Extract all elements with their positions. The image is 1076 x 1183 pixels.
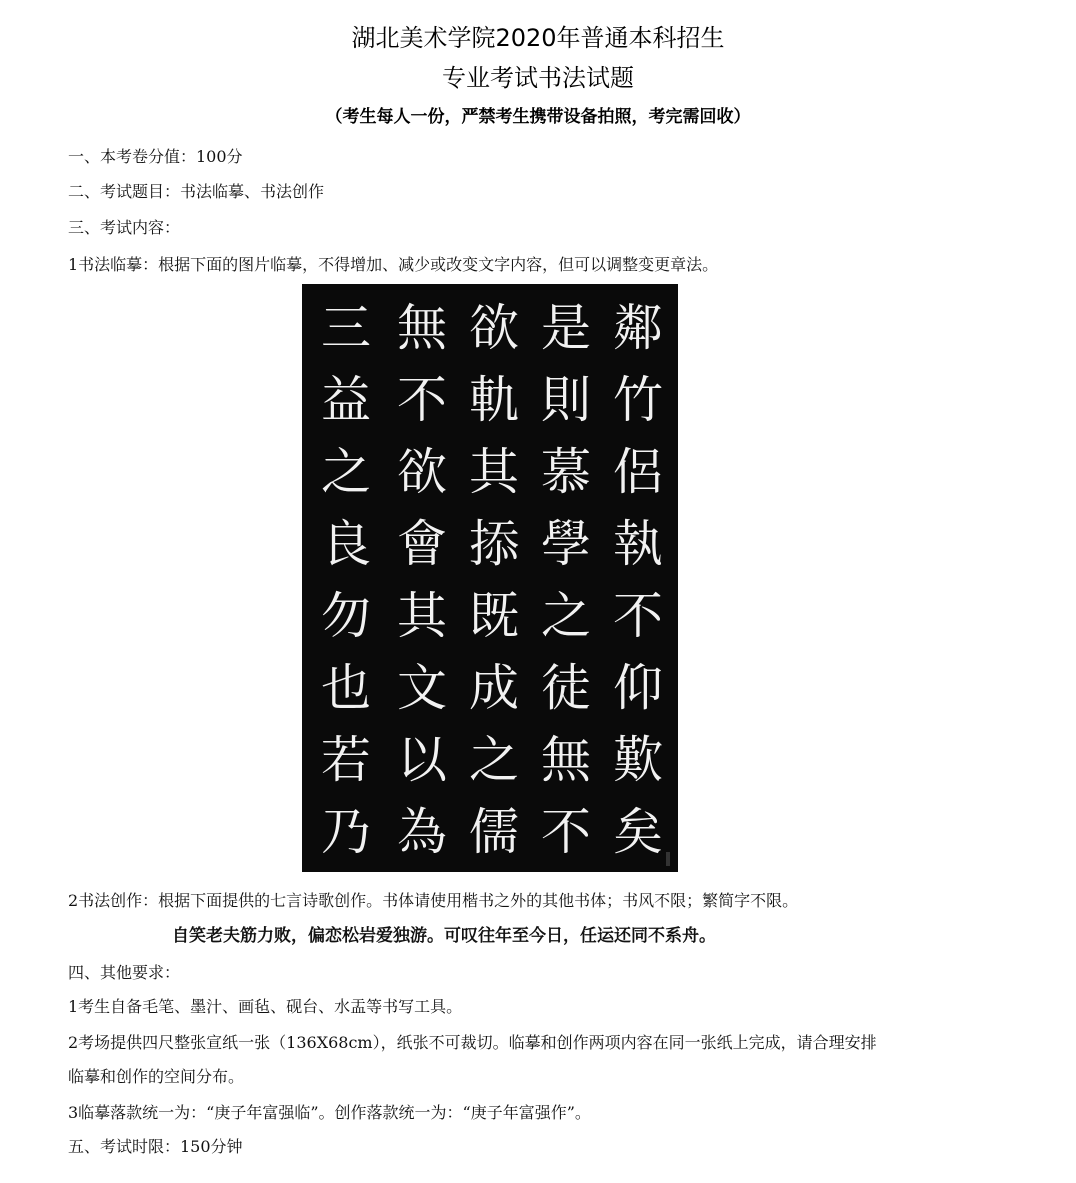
copy-character: 益 [321,371,371,429]
requirement-paper: 2考场提供四尺整张宣纸一张（136X68cm），纸张不可裁切。临摹和创作两项内容在同一张纸上完成，请合理安排 [68,1033,877,1052]
copy-character: 不 [541,803,591,861]
copy-character: 以 [397,731,447,789]
copy-character: 會 [397,515,447,573]
copy-character: 歎 [613,731,663,789]
copy-character: 軌 [469,371,519,429]
copy-character: 掭 [469,515,519,573]
section-time-limit: 五、考试时限：150分钟 [68,1137,243,1156]
section-content-heading: 三、考试内容： [68,218,181,237]
copy-character: 文 [397,659,447,717]
poem-text: 自笑老夫筋力败，偏恋松岩爱独游。可叹往年至今日，任运还同不系舟。 [172,926,716,946]
copy-character: 也 [321,659,371,717]
copy-character: 執 [613,515,663,573]
create-instruction: 2书法创作：根据下面提供的七言诗歌创作。书体请使用楷书之外的其他书体；书风不限；繁简字不限。 [68,891,799,910]
copy-character: 竹 [613,371,663,429]
copy-character: 則 [541,371,591,429]
exam-title: 湖北美术学院2020年普通本科招生 [351,24,725,52]
section-score: 一、本考卷分值：100分 [68,147,243,166]
exam-subtitle: 专业考试书法试题 [442,64,634,92]
exam-notice: （考生每人一份，严禁考生携带设备拍照，考完需回收） [325,107,751,127]
copy-character: 不 [613,587,663,645]
requirement-paper-continued: 临摹和创作的空间分布。 [68,1067,245,1086]
copy-instruction: 1书法临摹：根据下面的图片临摹，不得增加、减少或改变文字内容，但可以调整变更章法。 [68,255,719,274]
copy-character: 乃 [321,803,371,861]
copy-character: 其 [397,587,447,645]
copy-character: 不 [397,371,447,429]
copy-character: 儒 [469,803,519,861]
section-other-heading: 四、其他要求： [68,963,181,982]
copy-character: 之 [541,587,591,645]
copy-character: 欲 [397,443,447,501]
calligraphy-copy-model [302,284,678,872]
copy-character: 侶 [613,443,663,501]
copy-character: 矣 [613,803,663,861]
copy-character: 勿 [321,587,371,645]
copy-character: 徒 [541,659,591,717]
copy-character: 仰 [613,659,663,717]
requirement-signature: 3临摹落款统一为：“庚子年富强临”。创作落款统一为：“庚子年富强作”。 [68,1103,591,1122]
copy-character: 之 [321,443,371,501]
copy-character: 欲 [469,299,519,357]
copy-character: 三 [321,299,371,357]
copy-character: 鄰 [613,299,663,357]
copy-character: 無 [397,299,447,357]
copy-character: 之 [469,731,519,789]
copy-character: 無 [541,731,591,789]
copy-character: 若 [321,731,371,789]
copy-character: 為 [397,803,447,861]
copy-character: 學 [541,515,591,573]
copy-character: 良 [321,515,371,573]
section-topics: 二、考试题目：书法临摹、书法创作 [68,182,325,201]
requirement-tools: 1考生自备毛笔、墨汁、画毡、砚台、水盂等书写工具。 [68,997,463,1016]
copy-character: 既 [469,587,519,645]
copy-character: 慕 [541,443,591,501]
copy-character: 成 [469,659,519,717]
copy-character: 是 [541,299,591,357]
copy-character: 其 [469,443,519,501]
